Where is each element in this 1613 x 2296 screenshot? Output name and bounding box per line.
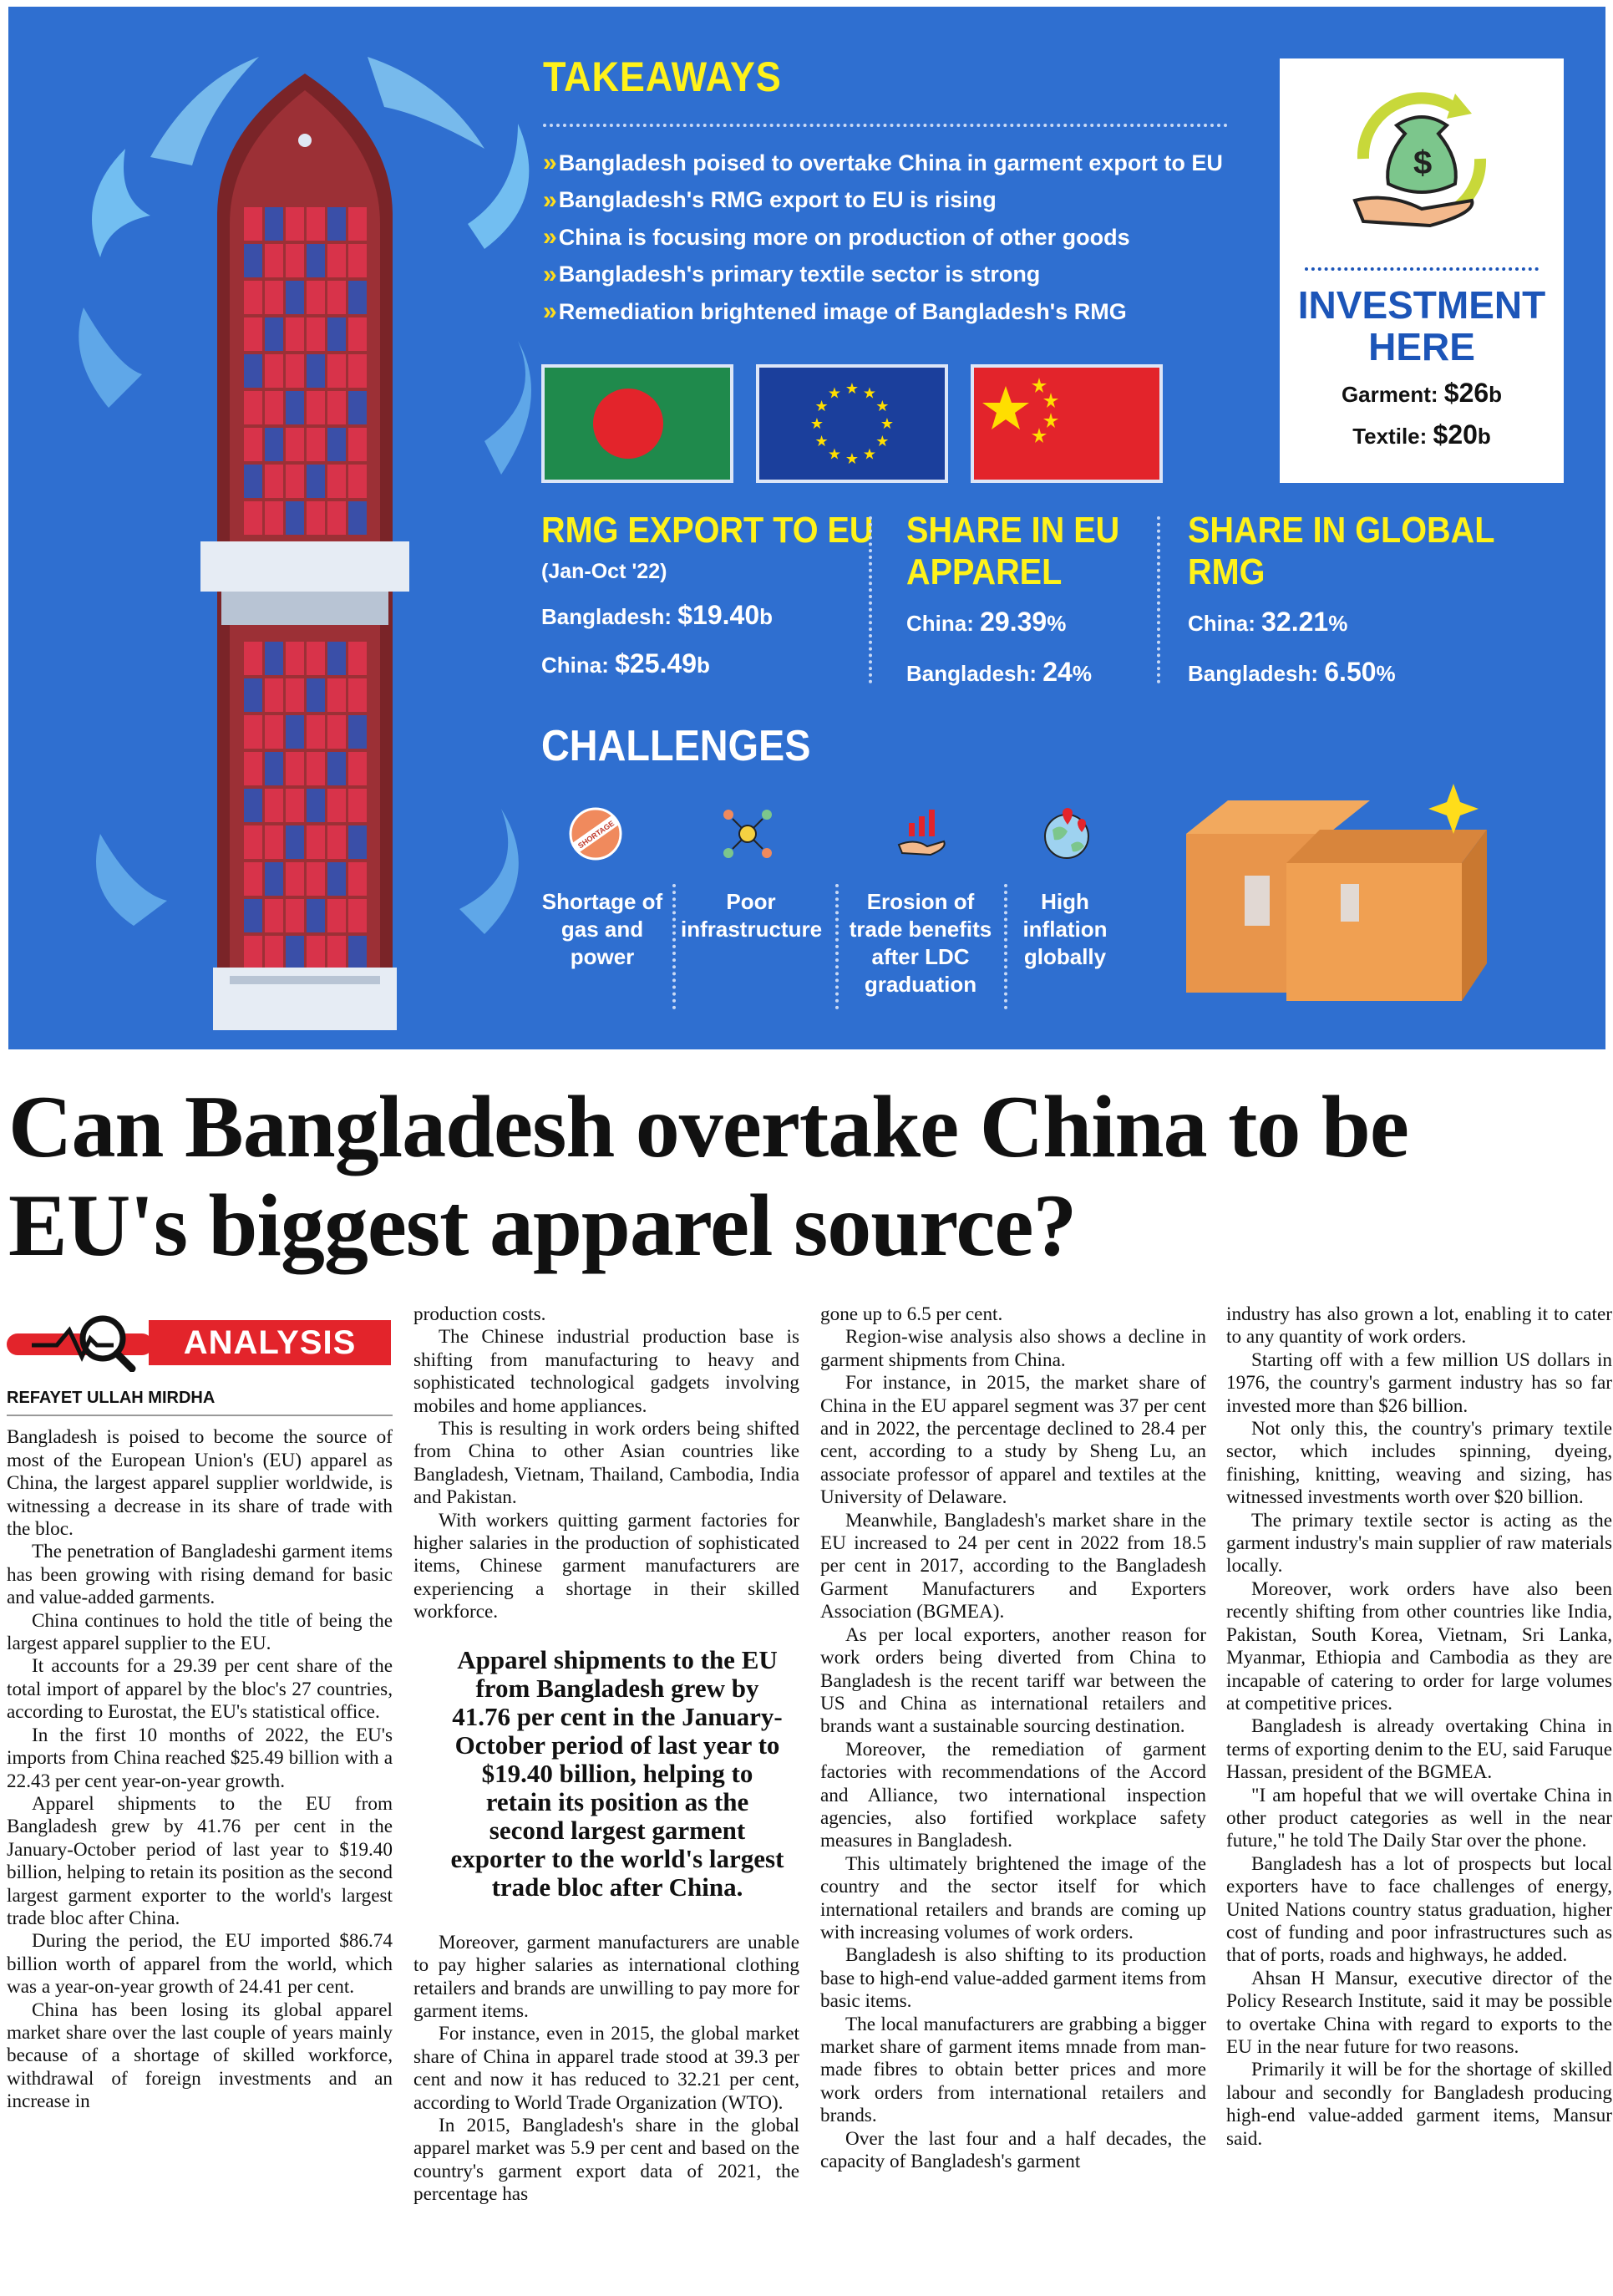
container-block xyxy=(307,354,325,388)
eu-share-title: SHARE IN EU APPAREL xyxy=(906,510,1120,592)
investment-box xyxy=(1280,58,1564,483)
container-block xyxy=(348,317,367,351)
container-block xyxy=(327,465,346,498)
container-block xyxy=(348,678,367,712)
paragraph: The primary textile sector is acting as the garment industry's main supplier of raw materials locally. xyxy=(1226,1509,1612,1577)
chevron-icon: » xyxy=(543,185,552,214)
container-block xyxy=(244,642,262,675)
container-block xyxy=(265,642,283,675)
global-share-china: China: 32.21% xyxy=(1188,607,1348,637)
container-block xyxy=(307,862,325,896)
garment-investment: Garment: $26b xyxy=(1341,378,1503,408)
container-block xyxy=(327,391,346,424)
container-block xyxy=(307,899,325,932)
container-block xyxy=(327,281,346,314)
container-block xyxy=(265,936,283,969)
cargo-ship-illustration xyxy=(50,7,551,1049)
paragraph: This is resulting in work orders being shifted from China to other Asian countries like Bangladesh, Vietnam, Thailand, Cambodia, India and Pakistan. xyxy=(413,1418,799,1509)
container-block xyxy=(348,281,367,314)
china-flag xyxy=(971,364,1163,483)
globe-location-icon xyxy=(1037,805,1096,863)
analysis-label: ANALYSIS xyxy=(149,1320,391,1365)
container-block xyxy=(265,465,283,498)
eu-star-icon: ★ xyxy=(814,433,829,450)
textile-investment: Textile: $20b xyxy=(1352,419,1491,450)
container-block xyxy=(348,642,367,675)
global-share-bangladesh: Bangladesh: 6.50% xyxy=(1188,657,1396,687)
paragraph: Bangladesh is also shifting to its production base to high-end value-added garment items from basic items. xyxy=(820,1944,1206,2013)
paragraph: For instance, in 2015, the market share of China in the EU apparel segment was 37 per cent and in 2022, the percentage declined to 28.4 per cent, according to a study by Sheng Lu, an associate professor of apparel and textiles at the University of Delaware. xyxy=(820,1372,1206,1509)
article-column-2 xyxy=(413,1303,799,2289)
container-block xyxy=(327,789,346,822)
container-block xyxy=(348,899,367,932)
infrastructure-network-icon xyxy=(718,805,777,863)
container-block xyxy=(265,428,283,461)
paragraph: In 2015, Bangladesh's share in the global apparel market was 5.9 per cent and based on the country's garment export data of 2021, the percentage has xyxy=(413,2114,799,2206)
container-block xyxy=(265,207,283,241)
container-block xyxy=(327,244,346,277)
pull-quote: Apparel shipments to the EU from Bangladesh grew by 41.76 per cent in the January-October period of last year to $19.40 billion, helping to retain its position as the second largest garment exporter to the world's largest trade bloc after China. xyxy=(450,1644,784,1902)
bangladesh-flag xyxy=(541,364,733,483)
container-block xyxy=(244,899,262,932)
container-block xyxy=(265,899,283,932)
container-block xyxy=(244,715,262,749)
container-block xyxy=(348,715,367,749)
container-block xyxy=(265,752,283,785)
takeaways-title: TAKEAWAYS xyxy=(543,53,782,100)
paragraph: The Chinese industrial production base is shifting from manufacturing to heavy and sophisticated technological gadgets involving mobiles and home appliances. xyxy=(413,1326,799,1417)
container-block xyxy=(265,391,283,424)
container-block xyxy=(307,715,325,749)
container-block xyxy=(327,317,346,351)
container-block xyxy=(307,789,325,822)
eu-star-icon: ★ xyxy=(862,384,877,403)
eu-star-icon: ★ xyxy=(827,445,842,464)
article-column-1 xyxy=(7,1313,393,2296)
paragraph: Region-wise analysis also shows a decline in garment shipments from China. xyxy=(820,1326,1206,1371)
container-block xyxy=(348,501,367,535)
container-block xyxy=(348,752,367,785)
paragraph: Bangladesh has a lot of prospects but local exporters have to face challenges of energy, United Nations country status graduation, higher cost of funding and poor infrastructures such as that of ports, roads and highways, he added. xyxy=(1226,1852,1612,1967)
container-block xyxy=(348,391,367,424)
container-block xyxy=(307,936,325,969)
container-block xyxy=(348,862,367,896)
eu-star-icon: ★ xyxy=(875,433,890,450)
container-block xyxy=(348,244,367,277)
container-block xyxy=(327,752,346,785)
container-block xyxy=(244,428,262,461)
container-block xyxy=(265,281,283,314)
eu-share-china: China: 29.39% xyxy=(906,607,1067,637)
takeaway-item: » Bangladesh's RMG export to EU is rising xyxy=(543,185,997,214)
takeaway-item: » Bangladesh poised to overtake China in garment export to EU xyxy=(543,149,1223,177)
takeaway-list xyxy=(543,145,1223,331)
takeaway-item: » Remediation brightened image of Bangladesh's RMG xyxy=(543,297,1127,326)
container-block xyxy=(307,752,325,785)
container-block xyxy=(327,642,346,675)
paragraph: Meanwhile, Bangladesh's market share in the EU increased to 24 per cent in 2022 from 18.5 per cent in 2017, according to the Bangladesh Garment Manufacturers and Exporters Association (BGMEA). xyxy=(820,1509,1206,1623)
container-block xyxy=(244,789,262,822)
container-block xyxy=(286,465,304,498)
paragraph: Bangladesh is already overtaking China in terms of exporting denim to the EU, said Faruque Hassan, president of the BGMEA. xyxy=(1226,1715,1612,1784)
svg-text:$: $ xyxy=(1413,145,1433,181)
container-block xyxy=(265,678,283,712)
container-block xyxy=(286,715,304,749)
rmg-export-title: RMG EXPORT TO EU xyxy=(541,510,874,551)
container-block xyxy=(348,936,367,969)
byline: REFAYET ULLAH MIRDHA xyxy=(7,1387,393,1416)
eu-star-icon: ★ xyxy=(814,398,829,415)
paragraph: Primarily it will be for the shortage of skilled labour and secondly for Bangladesh producing high-end value-added garment items, Mansur said. xyxy=(1226,2059,1612,2150)
paragraph: Moreover, work orders have also been recently shifting from other countries like India, Pakistan, South Korea, Vietnam, Sri Lanka, Myanmar, Ethiopia and Cambodia as they are incapable of catering to order for large volumes at competitive prices. xyxy=(1226,1577,1612,1714)
container-block xyxy=(307,244,325,277)
investment-title: INVESTMENT HERE xyxy=(1297,283,1546,368)
article-column-3 xyxy=(820,1303,1206,2289)
divider xyxy=(1157,516,1160,683)
takeaway-item: » Bangladesh's primary textile sector is strong xyxy=(543,260,1041,288)
paragraph: Over the last four and a half decades, the capacity of Bangladesh's garment xyxy=(820,2127,1206,2173)
paragraph: Moreover, garment manufacturers are unable to pay higher salaries as international clothing retailers and brands are unwilling to pay more for garment items. xyxy=(413,1931,799,2022)
container-block xyxy=(348,825,367,859)
paragraph: During the period, the EU imported $86.74 billion worth of apparel from the world, which was a year-on-year growth of 24.41 per cent. xyxy=(7,1930,393,1999)
container-block xyxy=(286,678,304,712)
divider xyxy=(672,884,676,1009)
paragraph: The penetration of Bangladeshi garment items has been growing with rising demand for basic and value-added garments. xyxy=(7,1541,393,1609)
chevron-icon: » xyxy=(543,223,552,251)
container-block xyxy=(244,317,262,351)
divider xyxy=(1004,884,1007,1009)
container-block xyxy=(286,391,304,424)
paragraph: "I am hopeful that we will overtake China in other product categories as well in the near future," he told The Daily Star over the phone. xyxy=(1226,1784,1612,1852)
paragraph: Bangladesh is poised to become the source of most of the European Union's (EU) apparel as China, the largest apparel supplier worldwide, is witnessing a decrease in its share of trade with the bloc. xyxy=(7,1426,393,1541)
paragraph: Not only this, the country's primary textile sector, which includes spinning, dyeing, finishing, knitting, weaving and sizing, has witnessed investments worth over $20 billion. xyxy=(1226,1418,1612,1509)
container-block xyxy=(244,678,262,712)
container-block xyxy=(265,244,283,277)
container-block xyxy=(265,354,283,388)
container-block xyxy=(286,642,304,675)
article-column-4 xyxy=(1226,1303,1612,2289)
trade-growth-hand-icon xyxy=(894,805,952,863)
container-block xyxy=(244,244,262,277)
infographic-panel xyxy=(8,7,1605,1049)
container-block xyxy=(244,391,262,424)
divider xyxy=(869,516,872,683)
container-block xyxy=(265,715,283,749)
container-block xyxy=(348,354,367,388)
container-block xyxy=(244,936,262,969)
headline: Can Bangladesh overtake China to be EU's biggest apparel source? xyxy=(8,1078,1408,1274)
eu-star-icon: ★ xyxy=(880,415,895,433)
paragraph: Moreover, the remediation of garment factories with recommendations of the Accord and Alliance, two international inspection agencies, also fortified workplace safety measures in Bangladesh. xyxy=(820,1738,1206,1852)
eu-star-icon: ★ xyxy=(845,450,860,468)
container-block xyxy=(307,207,325,241)
container-block xyxy=(348,207,367,241)
container-block xyxy=(327,936,346,969)
eu-star-icon: ★ xyxy=(809,415,824,433)
container-block xyxy=(327,354,346,388)
paragraph: With workers quitting garment factories for higher salaries in the production of sophisticated items, Chinese garment manufacturers are experiencing a shortage in their skilled workforce. xyxy=(413,1509,799,1623)
paragraph: Starting off with a few million US dollars in 1976, the country's garment industry has so far invested more than $26 billion. xyxy=(1226,1349,1612,1417)
rmg-export-bangladesh: Bangladesh: $19.40b xyxy=(541,600,774,630)
container-block xyxy=(348,789,367,822)
container-block xyxy=(286,825,304,859)
challenge-gas-power: Shortage of gas and power xyxy=(541,889,663,969)
paragraph: As per local exporters, another reason for work orders being diverted from China to Bangladesh is the recent tariff war between the US and China as international retailers and brands want a sustainable sourcing destination. xyxy=(820,1623,1206,1738)
container-block xyxy=(307,825,325,859)
paragraph: Ahsan H Mansur, executive director of the Policy Research Institute, said it may be possible to overtake China with regard to exports to the EU in the near future for two reasons. xyxy=(1226,1967,1612,2058)
container-block xyxy=(348,465,367,498)
cardboard-boxes-illustration xyxy=(1178,784,1495,1009)
divider xyxy=(1305,267,1539,271)
chevron-icon: » xyxy=(543,260,552,288)
container-block xyxy=(286,428,304,461)
container-block xyxy=(307,642,325,675)
container-block xyxy=(244,207,262,241)
column-2-text-bottom xyxy=(413,1932,799,2207)
container-block xyxy=(244,752,262,785)
takeaway-item: » China is focusing more on production of other goods xyxy=(543,223,1130,251)
paragraph: China has been losing its global apparel market share over the last couple of years mainly because of a shortage of skilled workforce, withdrawal of foreign investments and an increase in xyxy=(7,1999,393,2113)
container-block xyxy=(307,317,325,351)
container-block xyxy=(244,281,262,314)
eu-star-icon: ★ xyxy=(862,445,877,464)
container-block xyxy=(244,862,262,896)
container-block xyxy=(307,428,325,461)
paragraph: It accounts for a 29.39 per cent share of the total import of apparel by the bloc's 27 countries, according to Eurostat, the EU's statistical office. xyxy=(7,1655,393,1724)
container-block xyxy=(265,789,283,822)
container-block xyxy=(327,207,346,241)
paragraph: gone up to 6.5 per cent. xyxy=(820,1303,1003,1325)
container-block xyxy=(286,936,304,969)
container-block xyxy=(327,899,346,932)
divider xyxy=(543,124,1228,127)
eu-star-icon: ★ xyxy=(845,380,860,398)
eu-star-icon: ★ xyxy=(875,398,890,415)
column-4-text xyxy=(1226,1303,1612,2151)
container-block xyxy=(327,678,346,712)
paragraph: This ultimately brightened the image of the country and the sector itself for which international retailers and brands are coming up with increasing volumes of work orders. xyxy=(820,1852,1206,1943)
container-block xyxy=(244,354,262,388)
svg-text:SHORTAGE: SHORTAGE xyxy=(576,819,616,851)
analysis-badge xyxy=(7,1313,393,1372)
container-block xyxy=(286,281,304,314)
container-block xyxy=(286,899,304,932)
rmg-export-china: China: $25.49b xyxy=(541,648,710,678)
container-block xyxy=(286,789,304,822)
paragraph: The local manufacturers are grabbing a bigger market share of garment items mnade from man-made fibres to obtain better prices and more work orders from international retailers and brands. xyxy=(820,2013,1206,2127)
column-2-text-top xyxy=(413,1303,799,1624)
container-block xyxy=(327,715,346,749)
paragraph: In the first 10 months of 2022, the EU's imports from China reached $25.49 billion with a 22.43 per cent year-on-year growth. xyxy=(7,1724,393,1792)
container-block xyxy=(286,862,304,896)
container-block xyxy=(327,428,346,461)
container-block xyxy=(348,428,367,461)
container-block xyxy=(244,501,262,535)
container-block xyxy=(307,678,325,712)
rmg-export-period: (Jan-Oct '22) xyxy=(541,560,667,583)
container-block xyxy=(286,244,304,277)
container-block xyxy=(286,752,304,785)
container-block xyxy=(307,465,325,498)
paragraph: production costs. xyxy=(413,1303,546,1325)
column-1-text xyxy=(7,1426,393,2113)
container-block xyxy=(244,825,262,859)
challenge-inflation: High inflation globally xyxy=(1022,889,1108,969)
challenges-title: CHALLENGES xyxy=(541,722,811,770)
global-share-title: SHARE IN GLOBAL RMG xyxy=(1188,510,1495,592)
container-block xyxy=(307,391,325,424)
money-bag-icon xyxy=(1330,75,1514,242)
column-3-text xyxy=(820,1303,1206,2173)
paragraph: industry has also grown a lot, enabling it to cater to any quantity of work orders. xyxy=(1226,1303,1612,1349)
paragraph: China continues to hold the title of being the largest apparel supplier to the EU. xyxy=(7,1609,393,1655)
shortage-stamp-icon xyxy=(566,805,625,863)
container-block xyxy=(307,501,325,535)
chevron-icon: » xyxy=(543,297,552,326)
paragraph: Apparel shipments to the EU from Bangladesh grew by 41.76 per cent in the January-October period of last year to $19.40 billion, helping to retain its position as the second largest garment exporter to the world's largest trade bloc after China. xyxy=(7,1792,393,1929)
container-block xyxy=(265,825,283,859)
paragraph: For instance, even in 2015, the global market share of China in apparel trade stood at 39.3 per cent and now it has reduced to 32.21 per cent, according to World Trade Organization (WTO). xyxy=(413,2023,799,2114)
container-block xyxy=(286,317,304,351)
eu-star-icon: ★ xyxy=(827,384,842,403)
divider xyxy=(835,884,839,1009)
container-block xyxy=(327,501,346,535)
challenge-ldc-graduation: Erosion of trade benefits after LDC graduation xyxy=(849,889,992,997)
eu-flag xyxy=(756,364,948,483)
container-block xyxy=(244,465,262,498)
container-block xyxy=(286,501,304,535)
container-block xyxy=(327,825,346,859)
container-block xyxy=(286,207,304,241)
container-block xyxy=(265,862,283,896)
chevron-icon: » xyxy=(543,149,552,177)
container-block xyxy=(265,501,283,535)
eu-share-bangladesh: Bangladesh: 24% xyxy=(906,657,1092,687)
container-block xyxy=(265,317,283,351)
container-block xyxy=(327,862,346,896)
challenge-infrastructure: Poor infrastructure xyxy=(681,889,823,942)
container-block xyxy=(307,281,325,314)
container-block xyxy=(286,354,304,388)
